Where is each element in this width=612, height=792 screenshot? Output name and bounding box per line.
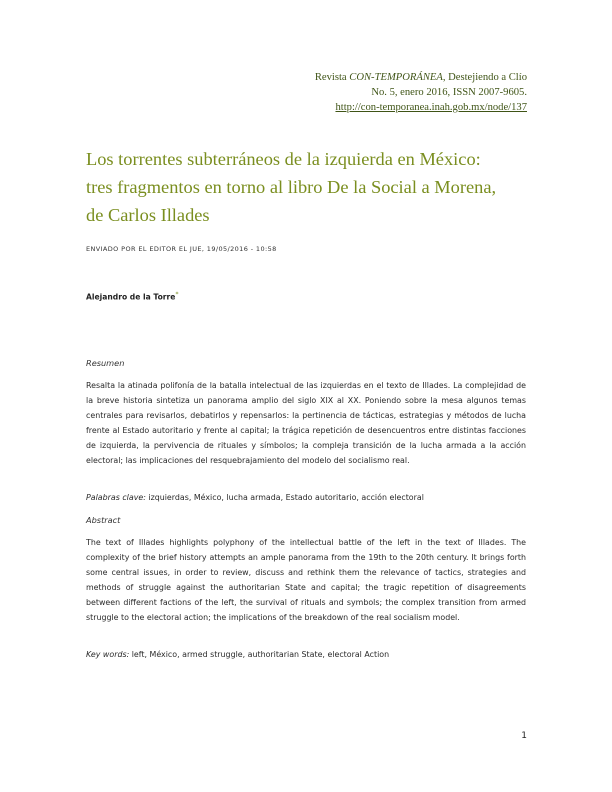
page-number: 1 xyxy=(521,731,527,741)
key-words xyxy=(86,647,526,662)
palabras-clave-values: izquierdas, México, lucha armada, Estado autoritario, acción electoral xyxy=(145,493,424,502)
key-words-values: left, México, armed struggle, authoritarian State, electoral Action xyxy=(129,650,390,659)
title-line-2: tres fragmentos en torno al libro De la Social a Morena, xyxy=(86,177,497,197)
key-words-label: Key words: xyxy=(86,650,130,659)
author-text: Alejandro de la Torre xyxy=(86,292,176,302)
abstract-text: The text of Illades highlights polyphony of the intellectual battle of the left in the text of Illades. The complexity of the brief history attempts an ample panorama from the 19th to the 20th century. It brings forth some central issues, in order to review, discuss and rethink them the relevance of tactics, strategies and methods of struggle against the authoritarian State and capital; the tragic repetition of disagreements between different factions of the left, the survival of rituals and symbols; the complex transition from armed struggle to the electoral action; the implications of the breakdown of the real socialism model. xyxy=(86,538,526,623)
title-line-3: de Carlos Illades xyxy=(86,205,210,225)
journal-url-link[interactable]: http://con-temporanea.inah.gob.mx/node/137 xyxy=(335,102,527,113)
issue-line: No. 5, enero 2016, ISSN 2007-9605. xyxy=(371,87,527,98)
journal-prefix: Revista xyxy=(314,72,350,83)
author-name xyxy=(86,291,178,302)
resumen-heading: Resumen xyxy=(86,358,125,368)
author-footnote-mark[interactable]: * xyxy=(175,291,179,298)
palabras-clave-label: Palabras clave: xyxy=(86,493,146,502)
journal-name: CON-TEMPORÁNEA xyxy=(349,72,443,83)
journal-citation-header xyxy=(227,70,527,115)
resumen-text: Resalta la atinada polifonía de la batalla intelectual de las izquierdas en el texto de Illades. La complejidad de la breve historia sintetiza un panorama amplio del siglo XIX al XX. Poniendo sobre la mesa algunos temas centrales para revisarlos, debatirlos y repensarlos: la pertinencia de tácticas, estrategias y métodos de lucha frente al Estado autoritario y frente al capital; la trágica repetición de desencuentros entre distintas facciones de izquierda, la pervivencia de rituales y símbolos; la compleja transición de la lucha armada a la acción electoral; las implicaciones del resquebrajamiento del modelo del socialismo real. xyxy=(86,381,526,466)
abstract-heading: Abstract xyxy=(86,515,121,525)
article-title xyxy=(86,145,546,229)
palabras-clave xyxy=(86,490,526,505)
journal-subtitle: , Destejiendo a Clío xyxy=(442,72,527,83)
journal-line xyxy=(227,70,527,85)
title-line-1: Los torrentes subterráneos de la izquierda en México: xyxy=(86,149,481,169)
submission-info: ENVIADO POR EL EDITOR EL JUE, 19/05/2016 - 10:58 xyxy=(86,245,277,253)
